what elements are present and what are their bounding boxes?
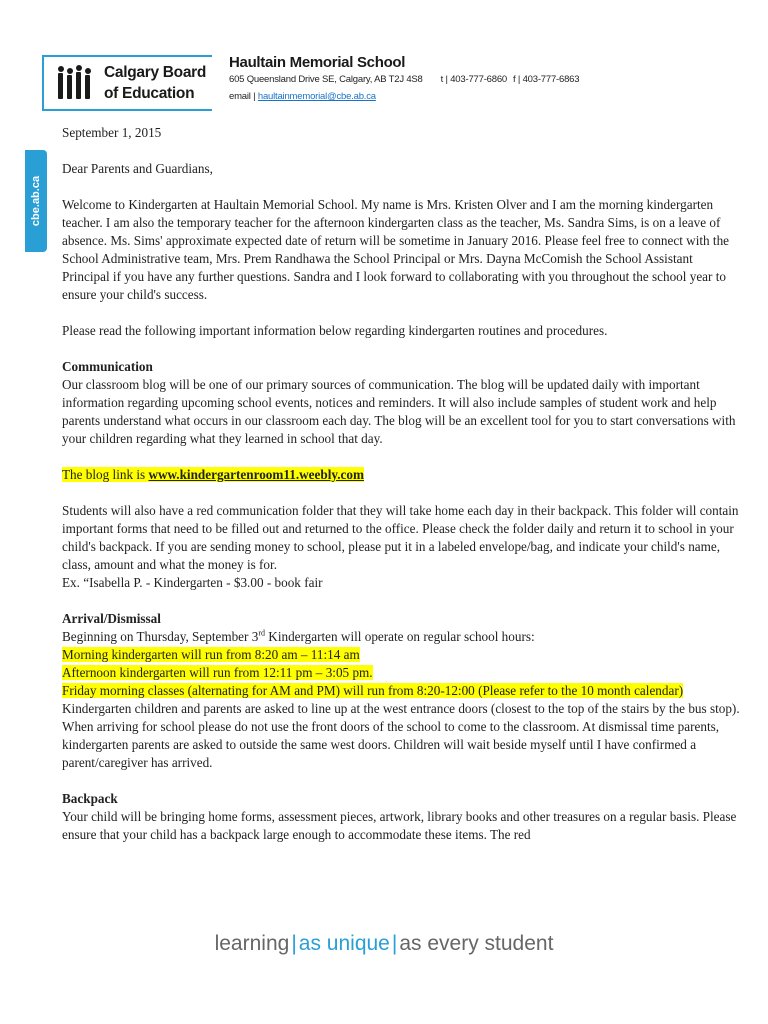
email-label: email | <box>229 91 256 102</box>
friday-hours-text: Friday morning classes (alternating for AM and PM) will run from 8:20-12:00 (Please refer to the 10 month calendar) <box>62 683 684 698</box>
tagline-as-unique: as unique <box>298 932 390 955</box>
people-figures-icon <box>54 63 94 103</box>
footer-tagline <box>0 932 768 956</box>
cbe-side-tab <box>25 150 47 252</box>
blog-link-prefix: The blog link is <box>62 467 149 482</box>
arrival-intro <box>62 628 742 646</box>
school-address: 605 Queensland Drive SE, Calgary, AB T2J 4S8 <box>229 74 423 85</box>
org-name-line1: Calgary Board <box>104 64 207 81</box>
backpack-heading: Backpack <box>62 791 118 806</box>
letter-date: September 1, 2015 <box>62 125 162 140</box>
morning-hours-text: Morning kindergarten will run from 8:20 am – 11:14 am <box>62 647 360 662</box>
tagline-separator: | <box>291 932 297 955</box>
email-link[interactable]: haultainmemorial@cbe.ab.ca <box>257 91 376 102</box>
afternoon-hours-text: Afternoon kindergarten will run from 12:11 pm – 3:05 pm. <box>62 665 373 680</box>
tagline-separator: | <box>391 932 398 955</box>
arrival-intro-rest: Kindergarten will operate on regular school hours: <box>265 629 535 644</box>
folder-example: Ex. “Isabella P. - Kindergarten - $3.00 - book fair <box>62 575 323 590</box>
arrival-paragraph: Kindergarten children and parents are asked to line up at the west entrance doors (closest to the top of the stairs by the bus stop). When arriving for school please do not use the front doors of the school to come to the classroom. At dismissal time parents, kindergarten parents are asked to outside the same west doors. Children will wait beside myself until I have confirmed a parent/caregiver has arrived. <box>62 701 740 770</box>
side-tab-label: cbe.ab.ca <box>30 175 42 227</box>
school-email <box>229 91 376 102</box>
tagline-every-student: as every student <box>399 932 554 955</box>
morning-hours <box>62 646 742 664</box>
org-name-line2: of Education <box>104 85 195 102</box>
tagline-learning: learning <box>214 932 290 955</box>
arrival-heading: Arrival/Dismissal <box>62 611 161 626</box>
afternoon-hours <box>62 664 742 682</box>
blog-link[interactable]: www.kindergartenroom11.weebly.com <box>148 467 364 482</box>
communication-paragraph: Our classroom blog will be one of our primary sources of communication. The blog will be updated daily with important information regarding upcoming school events, notices and reminders. It will also include samples of student work and help parents understand what occurs in our classroom each day. The blog will be an excellent tool for you to start conversations with your children regarding what they learned in school that day. <box>62 377 736 446</box>
school-name: Haultain Memorial School <box>229 54 406 71</box>
intro-paragraph: Welcome to Kindergarten at Haultain Memorial School. My name is Mrs. Kristen Olver and I am the morning kindergarten teacher. I am also the temporary teacher for the afternoon kindergarten class as the teacher, Ms. Sandra Sims, is on a leave of absence. Ms. Sims' approximate expected date of return will be sometime in January 2016. Please feel free to connect with the School Administrative team, Mrs. Prem Randhawa the School Principal or Mrs. Dayna McComish the School Assistant Principal if you have any further questions. Sandra and I look forward to collaborating with you throughout the school year to ensure your child's success. <box>62 197 730 302</box>
school-phone: t | 403-777-6860 <box>440 74 507 85</box>
friday-hours <box>62 682 742 700</box>
read-following-paragraph: Please read the following important information below regarding kindergarten routines and procedures. <box>62 323 608 338</box>
letter-greeting: Dear Parents and Guardians, <box>62 161 213 176</box>
letter-body <box>62 124 742 844</box>
arrival-intro-sup: rd <box>258 628 265 638</box>
backpack-paragraph: Your child will be bringing home forms, assessment pieces, artwork, library books and other treasures on a regular basis. Please ensure that your child has a backpack large enough to accommodate these items. The red <box>62 809 737 842</box>
school-contact <box>229 74 579 85</box>
school-fax: f | 403-777-6863 <box>513 74 580 85</box>
org-name <box>104 62 214 104</box>
communication-heading: Communication <box>62 359 153 374</box>
folder-paragraph: Students will also have a red communication folder that they will take home each day in their backpack. This folder will contain important forms that need to be filled out and returned to the office. Please check the folder daily and return it to school in your child's backpack. If you are sending money to school, please put it in a labeled envelope/bag, and indicate your child's name, class, amount and what the money is for. <box>62 503 739 572</box>
blog-link-line <box>62 466 742 484</box>
cbe-logo <box>42 55 212 111</box>
arrival-intro-text: Beginning on Thursday, September 3 <box>62 629 259 644</box>
